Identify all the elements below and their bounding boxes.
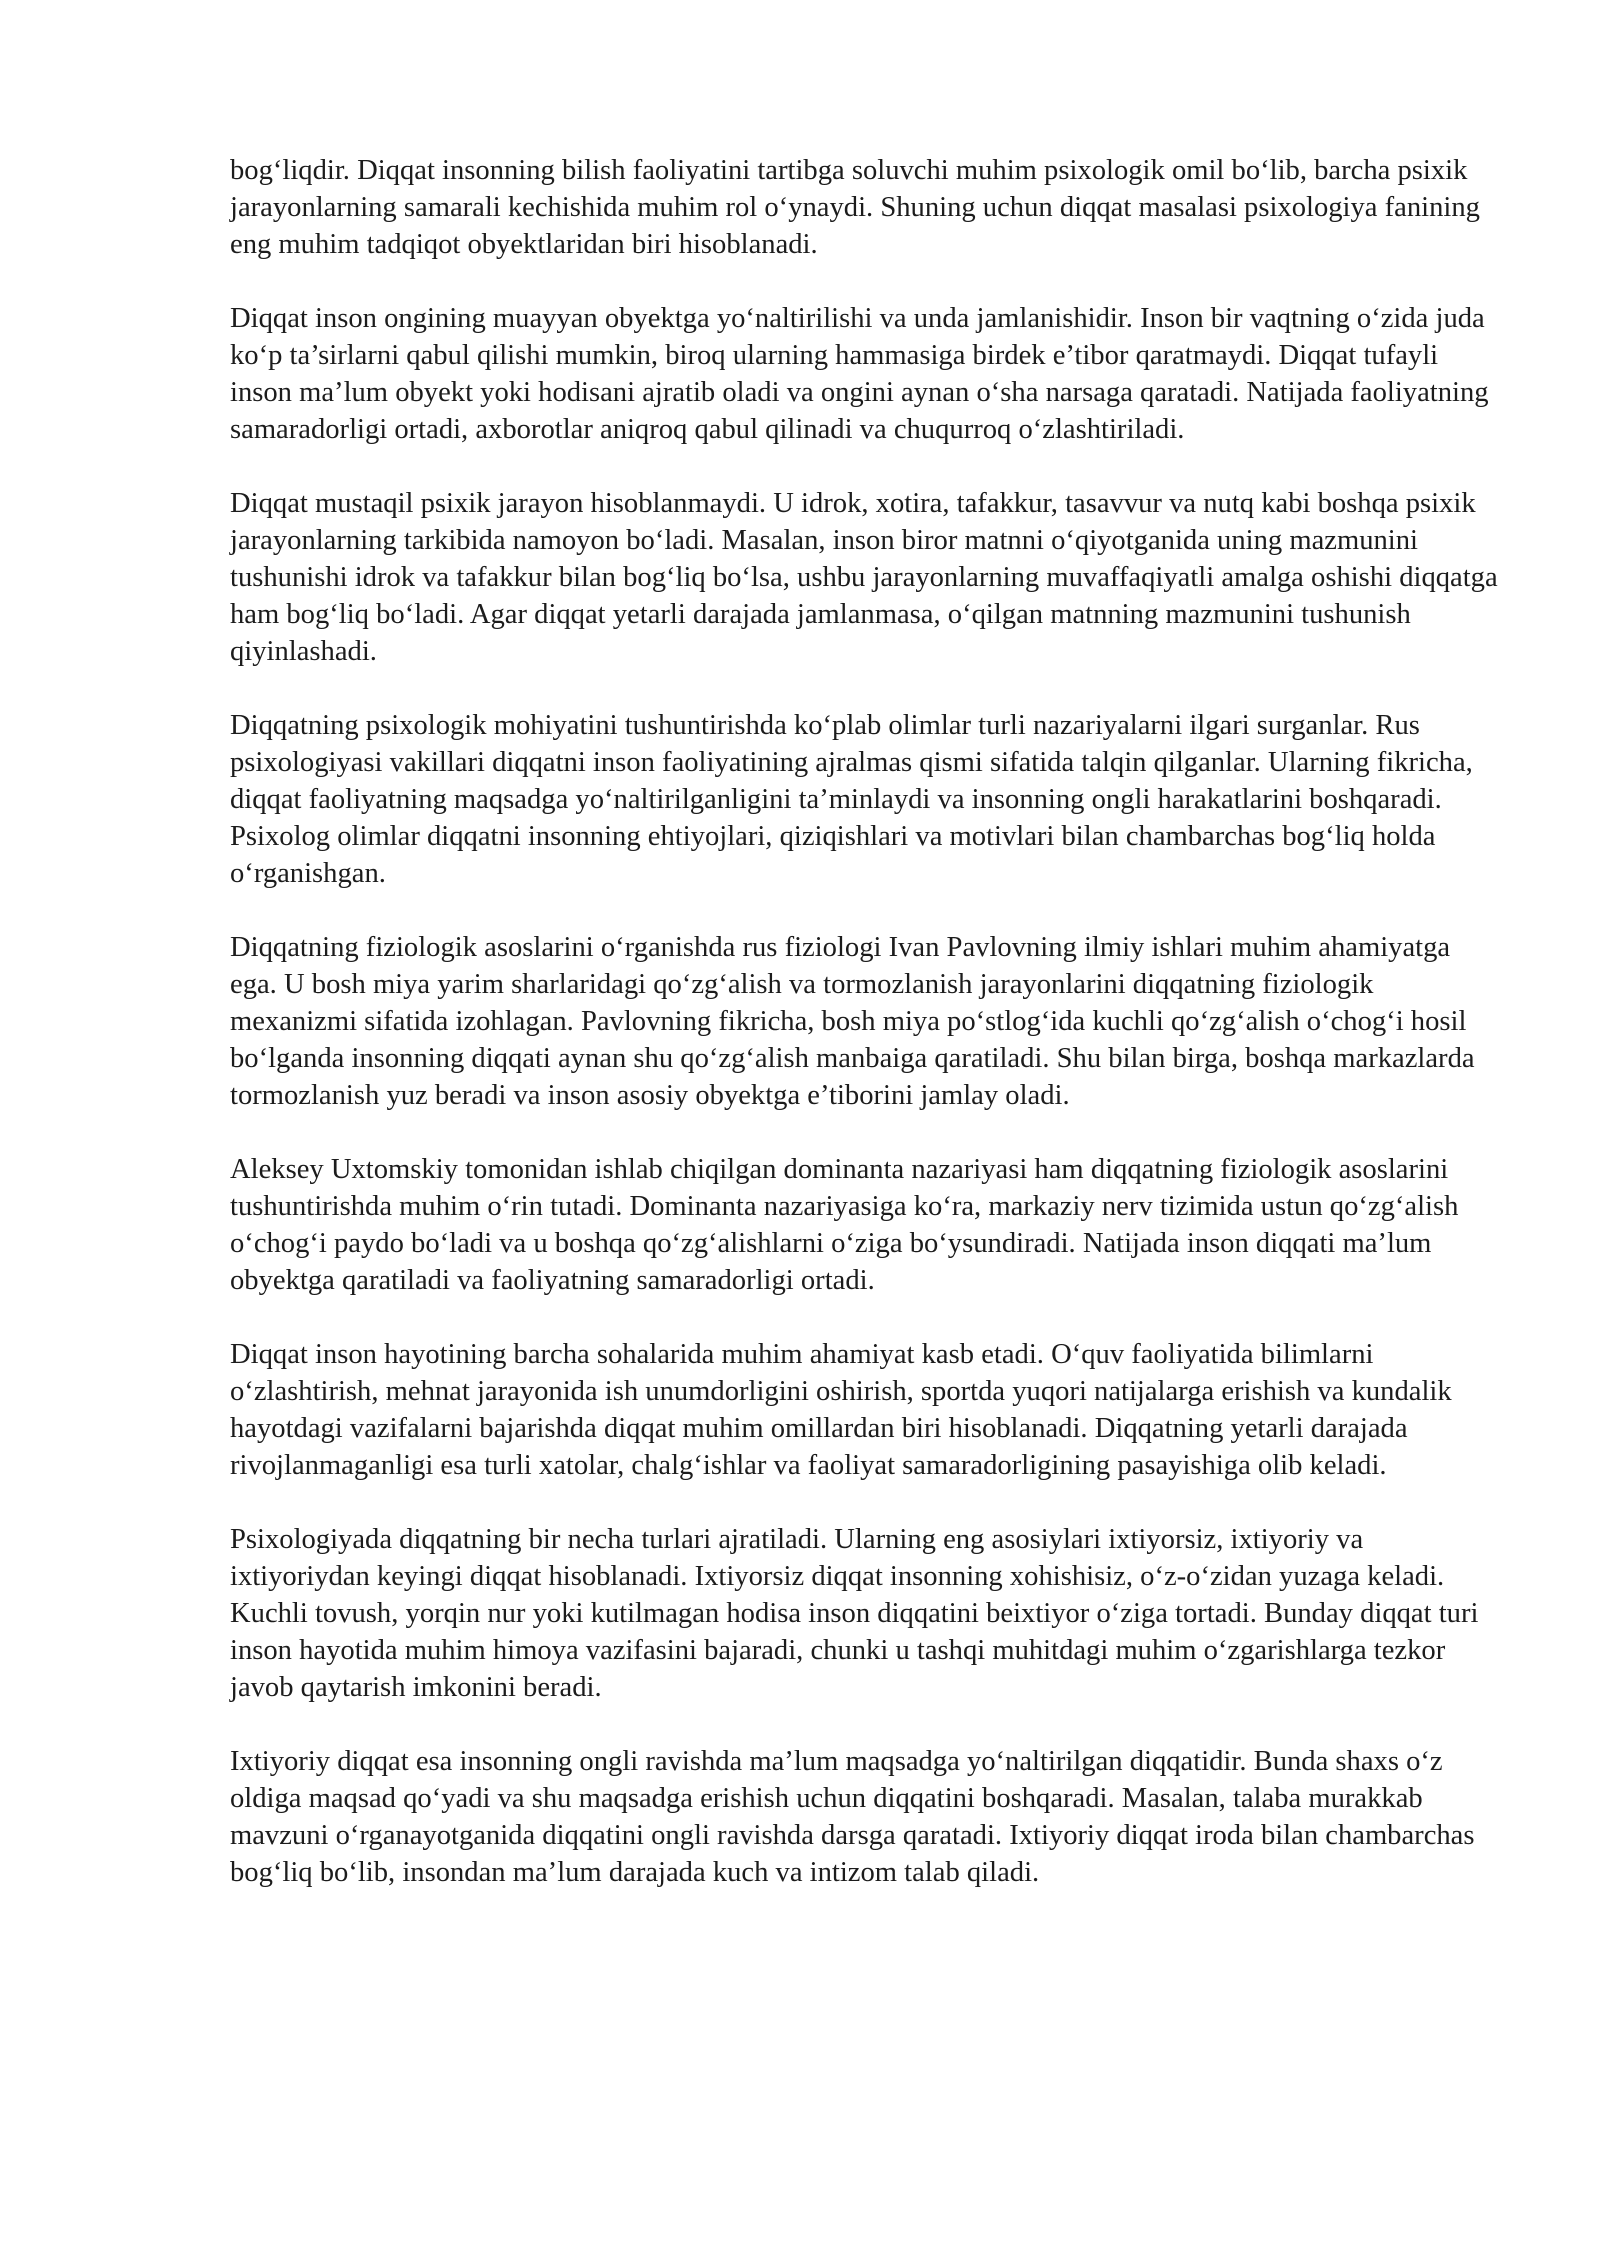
paragraph-7: Diqqat inson hayotining barcha sohalarida muhim ahamiyat kasb etadi. O‘quv faoliyatida bilimlarni o‘zlashtirish, mehnat jarayonida ish unumdorligini oshirish, sportda yuqori natijalarga erishish va kundalik hayotdagi vazifalarni bajarishda diqqat muhim omillardan biri hisoblanadi. Diqqatning yetarli darajada rivojlanmaganligi esa turli xatolar, chalg‘ishlar va faoliyat samaradorligining pasayishiga olib keladi.	[230, 1339, 1452, 1481]
paragraph-3: Diqqat mustaqil psixik jarayon hisoblanmaydi. U idrok, xotira, tafakkur, tasavvur va nutq kabi boshqa psixik jarayonlarning tarkibida namoyon bo‘ladi. Masalan, inson biror matnni o‘qiyotganida uning mazmunini tushunishi idrok va tafakkur bilan bog‘liq bo‘lsa, ushbu jarayonlarning muvaffaqiyatli amalga oshishi diqqatga ham bog‘liq bo‘ladi. Agar diqqat yetarli darajada jamlanmasa, o‘qilgan matnning mazmunini tushunish qiyinlashadi.	[230, 488, 1498, 667]
paragraph-5: Diqqatning fiziologik asoslarini o‘rganishda rus fiziologi Ivan Pavlovning ilmiy ishlari muhim ahamiyatga ega. U bosh miya yarim sharlaridagi qo‘zg‘alish va tormozlanish jarayonlarini diqqatning fiziologik mexanizmi sifatida izohlagan. Pavlovning fikricha, bosh miya po‘stlog‘ida kuchli qo‘zg‘alish o‘chog‘i hosil bo‘lganda insonning diqqati aynan shu qo‘zg‘alish manbaiga qaratiladi. Shu bilan birga, boshqa markazlarda tormozlanish yuz beradi va inson asosiy obyektga e’tiborini jamlay oladi.	[230, 932, 1475, 1111]
paragraph-9: Ixtiyoriy diqqat esa insonning ongli ravishda ma’lum maqsadga yo‘naltirilgan diqqatidir. Bunda shaxs o‘z oldiga maqsad qo‘yadi va shu maqsadga erishish uchun diqqatini boshqaradi. Masalan, talaba murakkab mavzuni o‘rganayotganida diqqatini ongli ravishda darsga qaratadi. Ixtiyoriy diqqat iroda bilan chambarchas bog‘liq bo‘lib, insondan ma’lum darajada kuch va intizom talab qiladi.	[230, 1746, 1475, 1888]
paragraph-8: Psixologiyada diqqatning bir necha turlari ajratiladi. Ularning eng asosiylari ixtiyorsiz, ixtiyoriy va ixtiyoriydan keyingi diqqat hisoblanadi. Ixtiyorsiz diqqat insonning xohishisiz, o‘z-o‘zidan yuzaga keladi. Kuchli tovush, yorqin nur yoki kutilmagan hodisa inson diqqatini beixtiyor o‘ziga tortadi. Bunday diqqat turi inson hayotida muhim himoya vazifasini bajaradi, chunki u tashqi muhitdagi muhim o‘zgarishlarga tezkor javob qaytarish imkonini beradi.	[230, 1524, 1479, 1703]
paragraph-2: Diqqat inson ongining muayyan obyektga yo‘naltirilishi va unda jamlanishidir. Inson bir vaqtning o‘zida juda ko‘p ta’sirlarni qabul qilishi mumkin, biroq ularning hammasiga birdek e’tibor qaratmaydi. Diqqat tufayli inson ma’lum obyekt yoki hodisani ajratib oladi va ongini aynan o‘sha narsaga qaratadi. Natijada faoliyatning samaradorligi ortadi, axborotlar aniqroq qabul qilinadi va chuqurroq o‘zlashtiriladi.	[230, 303, 1489, 445]
paragraph-6: Aleksey Uxtomskiy tomonidan ishlab chiqilgan dominanta nazariyasi ham diqqatning fiziologik asoslarini tushuntirishda muhim o‘rin tutadi. Dominanta nazariyasiga ko‘ra, markaziy nerv tizimida ustun qo‘zg‘alish o‘chog‘i paydo bo‘ladi va u boshqa qo‘zg‘alishlarni o‘ziga bo‘ysundiradi. Natijada inson diqqati ma’lum obyektga qaratiladi va faoliyatning samaradorligi ortadi.	[230, 1154, 1459, 1296]
paragraph-4: Diqqatning psixologik mohiyatini tushuntirishda ko‘plab olimlar turli nazariyalarni ilgari surganlar. Rus psixologiyasi vakillari diqqatni inson faoliyatining ajralmas qismi sifatida talqin qilganlar. Ularning fikricha, diqqat faoliyatning maqsadga yo‘naltirilganligini ta’minlaydi va insonning ongli harakatlarini boshqaradi. Psixolog olimlar diqqatni insonning ehtiyojlari, qiziqishlari va motivlari bilan chambarchas bog‘liq holda o‘rganishgan.	[230, 710, 1473, 889]
document-body	[230, 152, 1500, 1891]
paragraph-1: bog‘liqdir. Diqqat insonning bilish faoliyatini tartibga soluvchi muhim psixologik omil bo‘lib, barcha psixik jarayonlarning samarali kechishida muhim rol o‘ynaydi. Shuning uchun diqqat masalasi psixologiya fanining eng muhim tadqiqot obyektlaridan biri hisoblanadi.	[230, 155, 1480, 260]
